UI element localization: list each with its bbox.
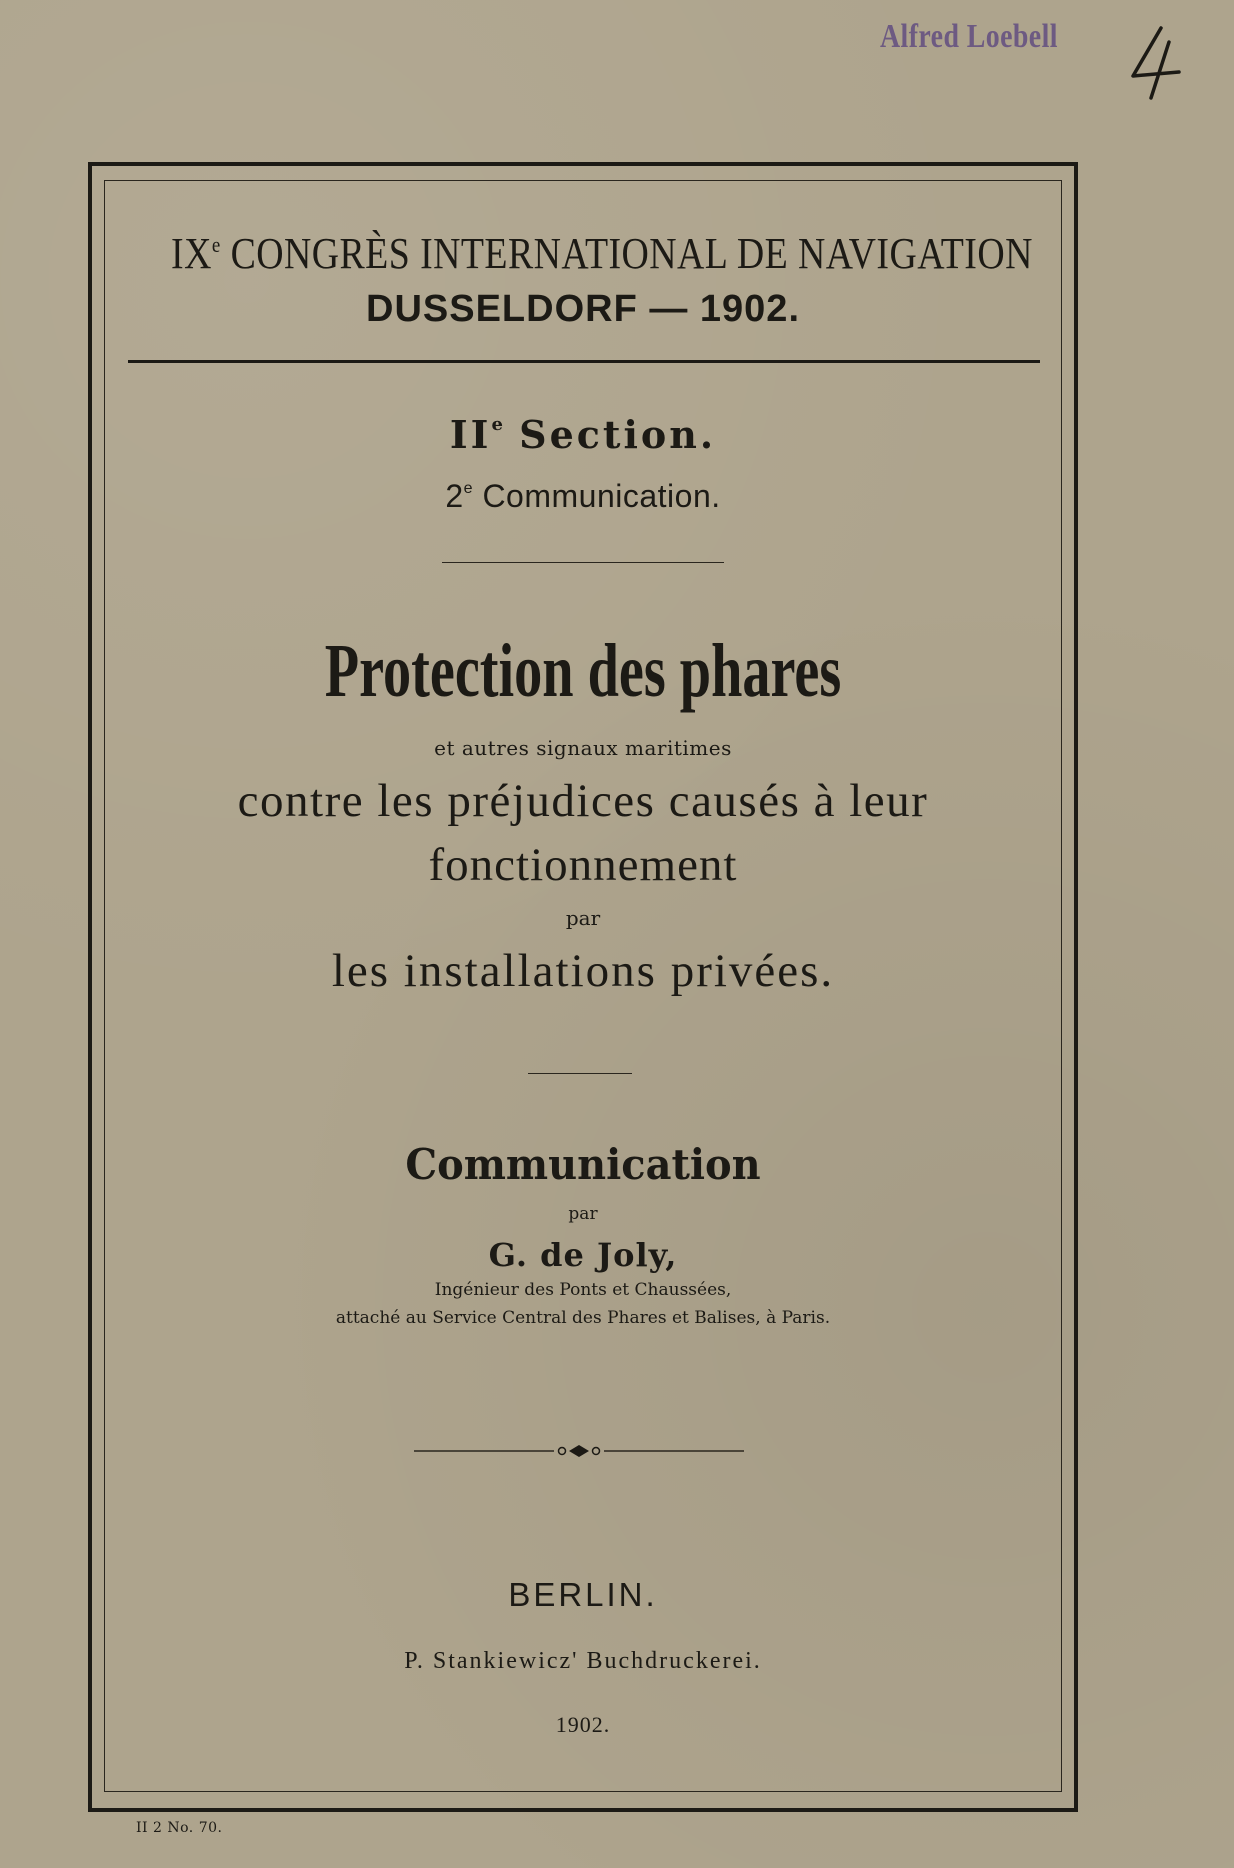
communication-heading: Communication: [405, 1140, 761, 1189]
handwritten-number: [1125, 22, 1185, 102]
title-line: contre les préjudices causés à leur: [237, 775, 929, 827]
author-role: Ingénieur des Ponts et Chaussées,: [434, 1280, 732, 1300]
communication-par: par: [568, 1204, 598, 1224]
imprint-year: 1902.: [555, 1712, 611, 1737]
title-line: fonctionnement: [428, 839, 738, 891]
title-par: par: [565, 906, 601, 930]
communication-number: 2e Communication.: [445, 478, 721, 514]
divider-short: [528, 1073, 632, 1074]
owner-stamp: Alfred Loebell: [880, 18, 1058, 55]
footer-reference: II 2 No. 70.: [136, 1820, 223, 1836]
congress-title: IXe CONGRÈS INTERNATIONAL DE NAVIGATION: [171, 229, 1033, 278]
section-heading: IIe Section.: [449, 412, 717, 457]
document-title: Protection des phares: [324, 629, 842, 713]
ornament-divider: [414, 1440, 744, 1462]
title-line: les installations privées.: [331, 945, 835, 997]
header-divider: [128, 360, 1040, 363]
imprint-printer: P. Stankiewicz' Buchdruckerei.: [404, 1648, 762, 1674]
author-name: G. de Joly,: [488, 1236, 678, 1274]
congress-place-year: DUSSELDORF — 1902.: [366, 288, 800, 330]
divider-short: [442, 562, 724, 563]
author-affiliation: attaché au Service Central des Phares et Balises, à Paris.: [335, 1308, 831, 1328]
imprint-city: BERLIN.: [508, 1576, 658, 1613]
title-subline: et autres signaux maritimes: [434, 736, 732, 760]
